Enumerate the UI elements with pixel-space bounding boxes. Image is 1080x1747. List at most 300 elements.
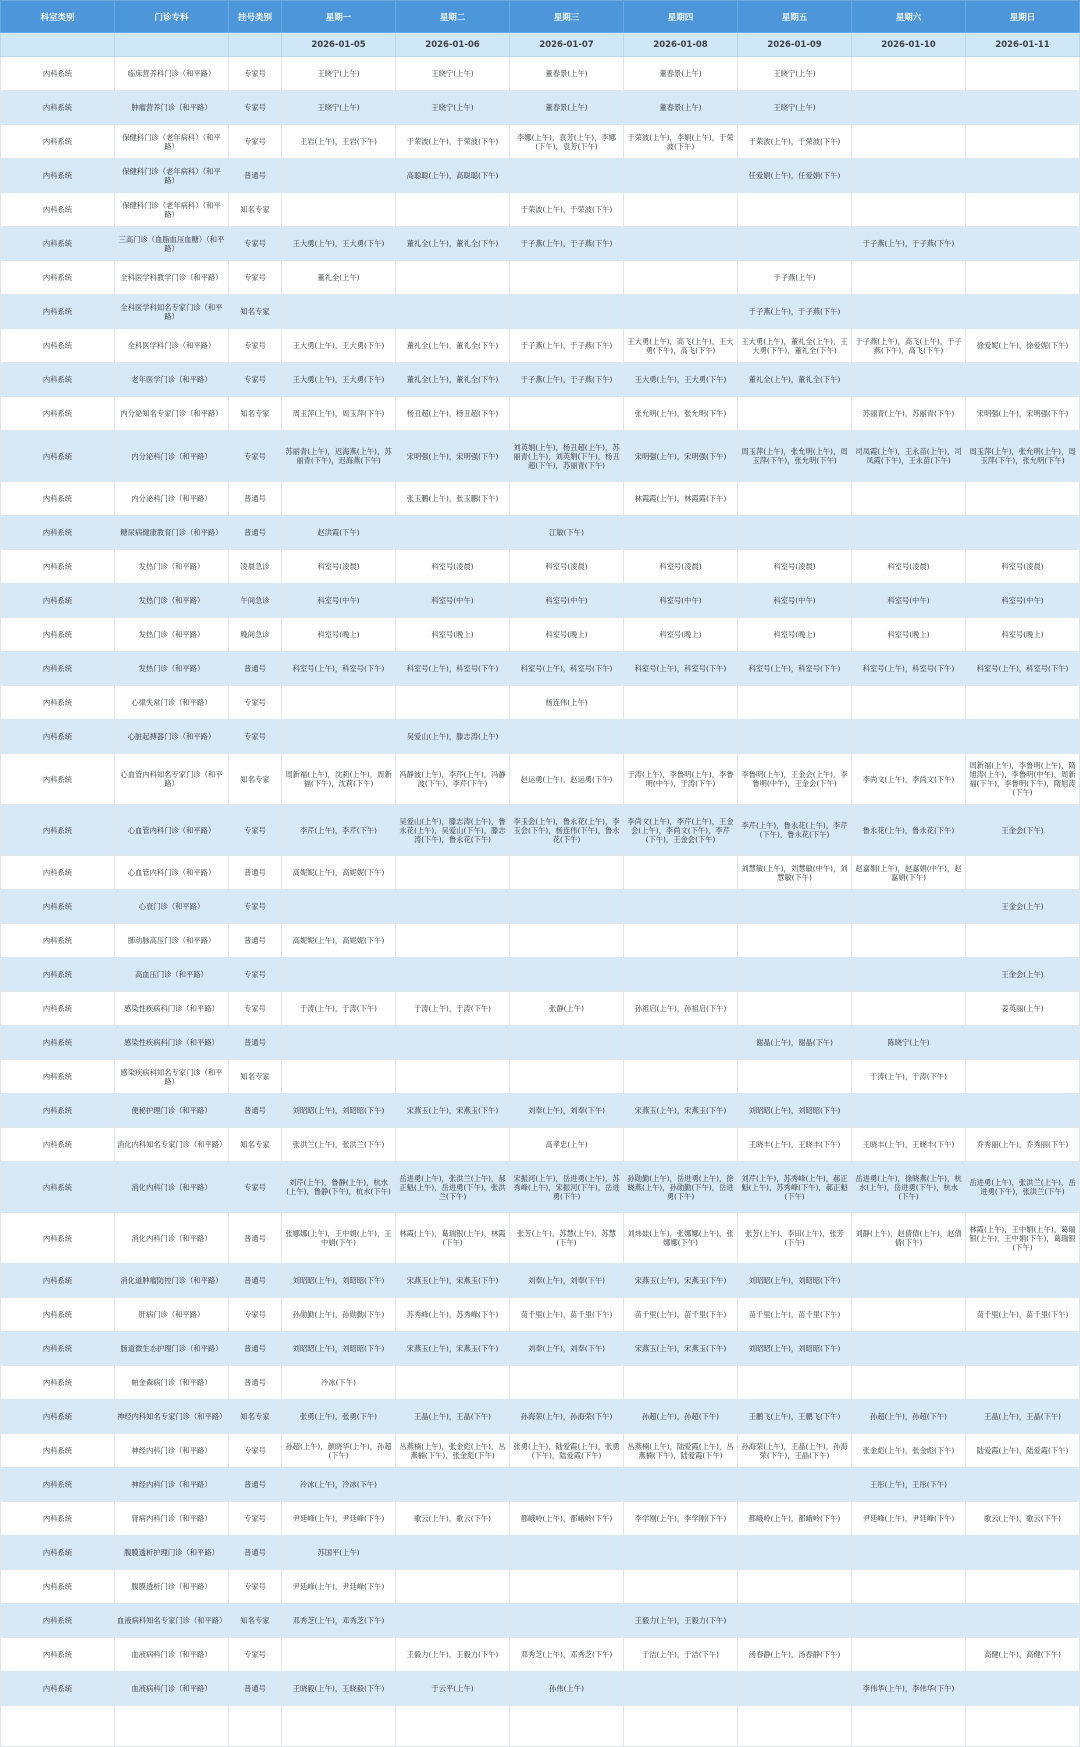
table-row [1,1026,1080,1060]
table-row [1,363,1080,397]
schedule-cell: 刘奉(上午)，刘奉(下午) [510,1094,624,1128]
schedule-cell: 科室号(晚上) [738,618,852,652]
category-cell: 内科系统 [1,57,115,91]
schedule-cell: 董春景(上午) [510,57,624,91]
empty-cell [115,1706,229,1747]
schedule-cell: 孙勋勤(上午)，岳进勇(上午)，徐晓燕(上午)，孙勋勤(下午)，岳进勇(下午) [624,1162,738,1213]
clinic-cell: 感染性疾病科门诊（和平路） [115,992,229,1026]
column-header: 挂号类别 [229,1,282,33]
clinic-cell: 血液病科知名专家门诊（和平路） [115,1604,229,1638]
schedule-cell [852,482,966,516]
schedule-cell: 王鹏飞(上午)，王鹏飞(下午) [738,1400,852,1434]
registration-type-cell: 普通号 [229,1026,282,1060]
registration-type-cell: 专家号 [229,329,282,363]
schedule-cell [852,159,966,193]
schedule-cell: 都峨岭(上午)，都峨岭(下午) [738,1502,852,1536]
registration-type-cell: 知名专家 [229,193,282,227]
category-cell: 内科系统 [1,652,115,686]
schedule-cell: 高聪聪(上午)，高聪聪(下午) [396,159,510,193]
schedule-cell: 陆爱霞(上午)，陆爱霞(下午) [966,1434,1080,1468]
table-row [1,57,1080,91]
schedule-cell: 科室号(凌晨) [738,550,852,584]
registration-type-cell: 普通号 [229,516,282,550]
table-row [1,1213,1080,1264]
empty-cell [1,1706,115,1747]
schedule-cell [966,686,1080,720]
schedule-cell: 张勇(上午)，张勇(下午) [282,1400,396,1434]
schedule-cell: 于子燕(上午)，高飞(上午)，于子燕(下午)，高飞(下午) [852,329,966,363]
schedule-cell [966,295,1080,329]
schedule-cell: 孙祖启(上午)，孙祖启(下午) [624,992,738,1026]
schedule-cell: 李伟华(上午)，李伟华(下午) [852,1672,966,1706]
schedule-cell [966,1264,1080,1298]
schedule-cell: 科室号(晚上) [966,618,1080,652]
schedule-cell: 科室号(中午) [966,584,1080,618]
schedule-cell [852,261,966,295]
schedule-cell: 于荣波(上午)，李娟(上午)，于荣波(下午) [624,125,738,159]
clinic-cell: 发热门诊（和平路） [115,618,229,652]
schedule-cell [396,686,510,720]
category-cell: 内科系统 [1,482,115,516]
registration-type-cell: 知名专家 [229,397,282,431]
schedule-cell: 刘昭昭(上午)，刘昭昭(下午) [738,1264,852,1298]
category-cell: 内科系统 [1,193,115,227]
schedule-cell [510,1060,624,1094]
column-header: 科室类别 [1,1,115,33]
schedule-cell: 周新福(上午)，李鲁明(上午)，隋旭涛(上午)，李鲁明(中午)，周新福(下午)，李鲁明(下午)，隋旭涛(下午) [966,754,1080,805]
schedule-cell: 科室号(凌晨) [510,550,624,584]
schedule-cell: 宋燕玉(上午)，宋燕玉(下午) [624,1094,738,1128]
column-header: 星期一 [282,1,396,33]
schedule-cell: 科室号(上午)，科室号(下午) [966,652,1080,686]
schedule-cell: 苏丽青(上午)，迟海燕(上午)，苏丽青(下午)，迟海燕(下午) [282,431,396,482]
schedule-cell [282,295,396,329]
registration-type-cell: 专家号 [229,91,282,125]
schedule-cell: 刘奉(上午)，刘奉(下午) [510,1332,624,1366]
schedule-cell [396,856,510,890]
table-row [1,1128,1080,1162]
schedule-cell [966,1604,1080,1638]
schedule-cell: 刘昭昭(上午)，刘昭昭(下午) [738,1332,852,1366]
table-row [1,1094,1080,1128]
empty-row [1,1706,1080,1747]
schedule-cell: 科室号(凌晨) [396,550,510,584]
schedule-cell: 王大勇(上午)，王大勇(下午) [282,329,396,363]
schedule-cell: 陈晓宁(上午) [852,1026,966,1060]
table-row [1,516,1080,550]
empty-cell [229,1706,282,1747]
schedule-cell [282,159,396,193]
schedule-cell: 刘昭昭(上午)，刘昭昭(下午) [738,1094,852,1128]
schedule-cell [738,720,852,754]
schedule-cell: 王晓宁(上午) [396,91,510,125]
registration-type-cell: 专家号 [229,1298,282,1332]
category-cell: 内科系统 [1,1298,115,1332]
schedule-cell [510,1468,624,1502]
category-cell: 内科系统 [1,1570,115,1604]
schedule-cell: 赵运勇(上午)，赵运勇(下午) [510,754,624,805]
schedule-cell [396,1026,510,1060]
schedule-cell: 刘英娟(上午)，杨丑超(上午)，苏丽青(上午)，刘英娟(下午)，杨丑超(下午)，苏丽青(下午) [510,431,624,482]
schedule-cell [282,482,396,516]
schedule-cell: 李鲁明(上午)，王金会(上午)，李鲁明(中午)，王金会(下午) [738,754,852,805]
schedule-cell [966,363,1080,397]
schedule-cell [966,924,1080,958]
schedule-cell [396,1570,510,1604]
clinic-cell: 肿瘤营养门诊（和平路） [115,91,229,125]
registration-type-cell: 专家号 [229,805,282,856]
schedule-cell: 苗千里(上午)，苗千里(下午) [738,1298,852,1332]
date-cell [1,33,115,57]
category-cell: 内科系统 [1,618,115,652]
clinic-cell: 帕金森病门诊（和平路） [115,1366,229,1400]
registration-type-cell: 专家号 [229,686,282,720]
schedule-cell: 王晓宁(上午) [282,91,396,125]
schedule-cell [396,1468,510,1502]
schedule-cell [738,1060,852,1094]
category-cell: 内科系统 [1,125,115,159]
schedule-cell: 王晓宁(上午) [282,57,396,91]
clinic-cell: 心血管内科知名专家门诊（和平路） [115,754,229,805]
schedule-cell [738,958,852,992]
date-cell: 2026-01-07 [510,33,624,57]
schedule-cell [738,1570,852,1604]
registration-type-cell: 普通号 [229,924,282,958]
clinic-cell: 肠道微生态护理门诊（和平路） [115,1332,229,1366]
schedule-cell [510,261,624,295]
schedule-cell: 宋燕玉(上午)，宋燕玉(下午) [396,1332,510,1366]
registration-type-cell: 专家号 [229,431,282,482]
clinic-cell: 内分泌科门诊（和平路） [115,482,229,516]
category-cell: 内科系统 [1,1094,115,1128]
schedule-cell [966,193,1080,227]
schedule-cell: 科室号(中午) [738,584,852,618]
table-row [1,1536,1080,1570]
schedule-cell: 歌云(上午)，歌云(下午) [966,1502,1080,1536]
schedule-cell: 于子燕(上午)，于子燕(下午) [738,295,852,329]
schedule-cell: 科室号(上午)，科室号(下午) [396,652,510,686]
schedule-cell: 科室号(上午)，科室号(下午) [738,652,852,686]
schedule-cell [624,1060,738,1094]
schedule-cell [738,516,852,550]
schedule-cell [738,686,852,720]
clinic-cell: 血液病科门诊（和平路） [115,1638,229,1672]
table-row [1,1638,1080,1672]
schedule-cell: 科室号(上午)，科室号(下午) [282,652,396,686]
registration-type-cell: 专家号 [229,720,282,754]
registration-type-cell: 晚间急诊 [229,618,282,652]
schedule-cell [966,1570,1080,1604]
schedule-cell: 司凤霞(上午)，王永苗(上午)，司凤霞(下午)，王永苗(下午) [852,431,966,482]
schedule-cell: 张静(上午) [510,992,624,1026]
category-cell: 内科系统 [1,261,115,295]
schedule-cell [510,1536,624,1570]
schedule-cell: 吴爱山(上午)，滕志涛(上午) [396,720,510,754]
schedule-cell: 科室号(中午) [852,584,966,618]
schedule-cell: 王大勇(上午)，董礼全(上午)，王大勇(下午)，董礼全(下午) [738,329,852,363]
category-cell: 内科系统 [1,550,115,584]
schedule-cell: 于涛(上午)，于涛(下午) [852,1060,966,1094]
schedule-cell: 科室号(凌晨) [624,550,738,584]
schedule-cell: 于荣波(上午)，于荣波(下午) [510,193,624,227]
clinic-cell: 神经内科门诊（和平路） [115,1468,229,1502]
table-row [1,1162,1080,1213]
schedule-cell: 刘芹(上午)，鲁静(上午)，杭水(上午)，鲁静(下午)，杭水(下午) [282,1162,396,1213]
schedule-cell: 王金会(上午) [966,958,1080,992]
schedule-cell: 岳进勇(上午)，徐晓燕(上午)，杭水(上午)，岳进勇(下午)，杭水(下午) [852,1162,966,1213]
clinic-cell: 消化内科门诊（和平路） [115,1162,229,1213]
schedule-cell: 科室号(晚上) [282,618,396,652]
registration-type-cell: 专家号 [229,261,282,295]
schedule-cell: 谢晶(上午)，谢晶(下午) [738,1026,852,1060]
clinic-cell: 心脏起搏器门诊（和平路） [115,720,229,754]
schedule-cell [852,1570,966,1604]
schedule-cell [852,1332,966,1366]
date-cell: 2026-01-09 [738,33,852,57]
schedule-cell [738,1604,852,1638]
schedule-cell: 董春景(上午) [624,57,738,91]
registration-type-cell: 普通号 [229,1468,282,1502]
schedule-cell [738,924,852,958]
schedule-cell [282,720,396,754]
schedule-cell: 李芹(上午)，鲁永花(上午)，李芹(下午)，鲁永花(下午) [738,805,852,856]
schedule-cell [396,1536,510,1570]
schedule-cell [966,1060,1080,1094]
column-header: 星期日 [966,1,1080,33]
table-row [1,1604,1080,1638]
table-row [1,754,1080,805]
registration-type-cell: 专家号 [229,57,282,91]
schedule-cell [624,159,738,193]
schedule-cell: 刘芹(上午)，苏秀峰(上午)，郝正魁(上午)，苏秀峰(下午)，郝正魁(下午) [738,1162,852,1213]
schedule-cell: 科室号(上午)，科室号(下午) [510,652,624,686]
clinic-cell: 临床营养科门诊（和平路） [115,57,229,91]
schedule-cell: 于涛(上午)，于涛(下午) [282,992,396,1026]
schedule-cell: 科室号(晚上) [852,618,966,652]
schedule-cell: 徐爱妮(上午)，徐爱妮(下午) [966,329,1080,363]
schedule-cell: 杨丑超(上午)，杨丑超(下午) [396,397,510,431]
schedule-cell [966,125,1080,159]
schedule-cell [852,1366,966,1400]
category-cell: 内科系统 [1,1128,115,1162]
schedule-cell: 董春景(上午) [510,91,624,125]
schedule-cell: 董礼全(上午)，董礼全(下午) [396,227,510,261]
schedule-cell [738,1366,852,1400]
schedule-cell: 岳进勇(上午)，张洪兰(上午)，郝正魁(上午)，岳进勇(下午)，张洪兰(下午) [396,1162,510,1213]
schedule-cell [738,482,852,516]
schedule-cell: 杨连伟(上午) [510,686,624,720]
schedule-cell [966,1536,1080,1570]
category-cell: 内科系统 [1,295,115,329]
schedule-cell [738,992,852,1026]
schedule-cell [966,1672,1080,1706]
schedule-cell: 于荣波(上午)，于荣波(下午) [738,125,852,159]
schedule-cell [510,159,624,193]
schedule-cell [624,227,738,261]
schedule-cell: 冷冰(上午)，冷冰(下午) [282,1468,396,1502]
schedule-cell: 张芳(上午)，李田(上午)，张芳(下午) [738,1213,852,1264]
table-row [1,958,1080,992]
schedule-cell [852,924,966,958]
table-row [1,397,1080,431]
schedule-cell: 高妮妮(上午)，高妮妮(下午) [282,924,396,958]
schedule-cell: 都峨岭(上午)，都峨岭(下午) [510,1502,624,1536]
clinic-cell: 保健科门诊（老年病科）（和平路） [115,125,229,159]
schedule-cell [624,686,738,720]
category-cell: 内科系统 [1,431,115,482]
schedule-cell: 科室号(中午) [396,584,510,618]
category-cell: 内科系统 [1,1366,115,1400]
registration-type-cell: 专家号 [229,992,282,1026]
schedule-cell [852,193,966,227]
schedule-cell: 周玉萍(上午)，张允明(上午)，周玉萍(下午)，张允明(下午) [738,431,852,482]
category-cell: 内科系统 [1,227,115,261]
schedule-cell: 于云平(上午) [396,1672,510,1706]
schedule-cell [966,91,1080,125]
category-cell: 内科系统 [1,159,115,193]
schedule-cell [624,720,738,754]
table-row [1,1060,1080,1094]
category-cell: 内科系统 [1,1638,115,1672]
clinic-cell: 腹膜透析护理门诊（和平路） [115,1536,229,1570]
schedule-cell: 赵洪霞(下午) [282,516,396,550]
table-row [1,584,1080,618]
table-row [1,125,1080,159]
registration-type-cell: 专家号 [229,1502,282,1536]
registration-type-cell: 凌晨急诊 [229,550,282,584]
schedule-cell [510,856,624,890]
schedule-cell [852,958,966,992]
schedule-cell: 刘昭昭(上午)，刘昭昭(下午) [282,1264,396,1298]
schedule-cell [852,1638,966,1672]
schedule-cell [624,193,738,227]
clinic-cell: 消化道肿瘤防控门诊（和平路） [115,1264,229,1298]
schedule-cell [966,516,1080,550]
schedule-cell: 张洪兰(上午)，张洪兰(下午) [282,1128,396,1162]
column-header: 门诊专科 [115,1,229,33]
schedule-cell: 苗千里(上午)，苗千里(下午) [510,1298,624,1332]
schedule-cell: 王晓宁(上午) [396,57,510,91]
schedule-cell [624,1570,738,1604]
schedule-cell: 刘炜娃(上午)，张娜娜(上午)，张娜娜(下午) [624,1213,738,1264]
clinic-cell: 全科医学科教学门诊（和平路） [115,261,229,295]
clinic-cell: 高血压门诊（和平路） [115,958,229,992]
schedule-cell: 王晓毅(上午)，王晓毅(下午) [282,1672,396,1706]
table-row [1,193,1080,227]
category-cell: 内科系统 [1,91,115,125]
schedule-cell [396,516,510,550]
schedule-cell [282,958,396,992]
registration-type-cell: 专家号 [229,890,282,924]
schedule-cell: 张勇(上午)，陆爱霞(上午)，张勇(下午)，陆爱霞(下午) [510,1434,624,1468]
category-cell: 内科系统 [1,1400,115,1434]
clinic-cell: 全科医学科知名专家门诊（和平路） [115,295,229,329]
schedule-cell: 乔秀丽(上午)，乔秀丽(下午) [966,1128,1080,1162]
table-row [1,295,1080,329]
category-cell: 内科系统 [1,1672,115,1706]
schedule-cell: 丛燕楠(上午)，陆爱霞(上午)，丛燕楠(下午)，陆爱霞(下午) [624,1434,738,1468]
registration-type-cell: 专家号 [229,1434,282,1468]
schedule-cell [510,1026,624,1060]
table-row [1,227,1080,261]
schedule-cell: 王金会(上午) [966,890,1080,924]
schedule-cell: 孙勋勤(上午)，孙勋勤(下午) [282,1298,396,1332]
schedule-cell [966,1026,1080,1060]
schedule-cell: 科室号(中午) [624,584,738,618]
clinic-cell: 三高门诊（血脂血压血糖）（和平路） [115,227,229,261]
registration-type-cell: 普通号 [229,1094,282,1128]
schedule-cell: 高健(上午)，高健(下午) [966,1638,1080,1672]
registration-type-cell: 普通号 [229,652,282,686]
registration-type-cell: 普通号 [229,1332,282,1366]
registration-type-cell: 知名专家 [229,295,282,329]
schedule-cell: 赵嘉娟(上午)，赵嘉娟(中午)，赵嘉娟(下午) [852,856,966,890]
schedule-cell [852,720,966,754]
category-cell: 内科系统 [1,754,115,805]
category-cell: 内科系统 [1,686,115,720]
date-row [1,33,1080,57]
schedule-cell: 刘慧敏(上午)，刘慧敏(中午)，刘慧敏(下午) [738,856,852,890]
schedule-cell [396,295,510,329]
schedule-cell: 张金彪(上午)，张金彪(下午) [852,1434,966,1468]
schedule-cell: 宋明强(上午)，宋明强(下午) [396,431,510,482]
category-cell: 内科系统 [1,1213,115,1264]
table-row [1,856,1080,890]
schedule-cell: 冷冰(下午) [282,1366,396,1400]
schedule-cell [510,924,624,958]
schedule-cell: 于涛(上午)，于涛(下午) [396,992,510,1026]
schedule-cell: 李尚文(上午)，李尚文(下午) [852,754,966,805]
schedule-cell: 孙海荣(上午)，王晶(上午)，孙海荣(下午)，王晶(下午) [738,1434,852,1468]
schedule-cell [510,1604,624,1638]
table-row [1,1366,1080,1400]
schedule-cell: 李娜(上午)，袁芳(上午)，李娜(下午)，袁芳(下午) [510,125,624,159]
schedule-cell: 苏秀峰(上午)，苏秀峰(下午) [396,1298,510,1332]
registration-type-cell: 专家号 [229,1162,282,1213]
schedule-cell [966,1094,1080,1128]
schedule-cell: 苗千里(上午)，苗千里(下午) [966,1298,1080,1332]
schedule-cell [282,1026,396,1060]
table-row [1,1468,1080,1502]
schedule-cell [510,482,624,516]
empty-cell [396,1706,510,1747]
category-cell: 内科系统 [1,720,115,754]
schedule-cell [282,890,396,924]
clinic-cell: 神经内科知名专家门诊（和平路） [115,1400,229,1434]
clinic-cell: 感染性疾病科门诊（和平路） [115,1026,229,1060]
clinic-cell: 心律失常门诊（和平路） [115,686,229,720]
clinic-cell: 全科医学科门诊（和平路） [115,329,229,363]
table-row [1,1400,1080,1434]
table-row [1,720,1080,754]
schedule-cell: 科室号(晚上) [510,618,624,652]
clinic-cell: 老年医学门诊（和平路） [115,363,229,397]
clinic-cell: 血液病科门诊（和平路） [115,1672,229,1706]
registration-type-cell: 普通号 [229,159,282,193]
schedule-cell: 邓秀芝(上午)，邓秀芝(下午) [510,1638,624,1672]
schedule-cell: 尹廷峰(上午)，尹廷峰(下午) [852,1502,966,1536]
table-row [1,1502,1080,1536]
schedule-cell: 周玉萍(上午)，张允明(上午)，周玉萍(下午)，张允明(下午) [966,431,1080,482]
schedule-cell [624,890,738,924]
clinic-cell: 神经内科门诊（和平路） [115,1434,229,1468]
schedule-cell: 李芹(上午)，李芹(下午) [282,805,396,856]
schedule-cell: 于子燕(上午)，于子燕(下午) [510,363,624,397]
clinic-cell: 消化内科知名专家门诊（和平路） [115,1128,229,1162]
schedule-cell: 宋燕玉(上午)，宋燕玉(下午) [396,1094,510,1128]
schedule-cell: 科室号(凌晨) [966,550,1080,584]
registration-type-cell: 专家号 [229,363,282,397]
